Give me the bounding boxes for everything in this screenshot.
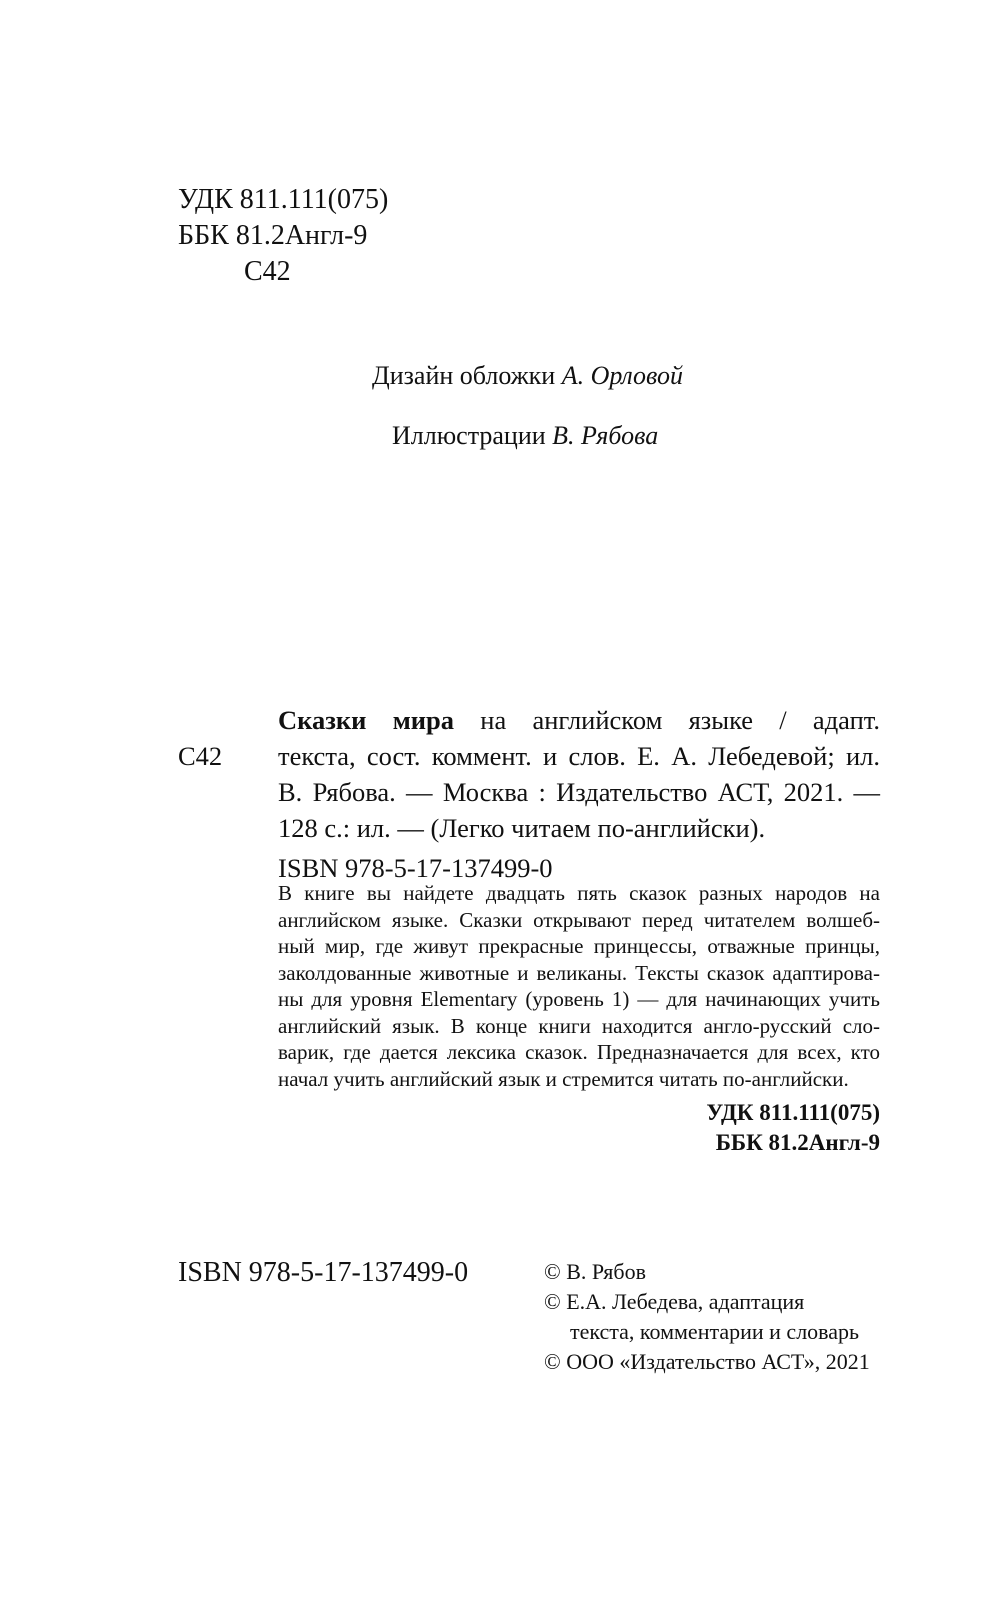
annotation-line: В книге вы найдете двадцать пять сказок разных народов на: [278, 881, 880, 905]
annotation-line: ны для уровня Elementary (уровень 1) — для начинающих учить: [278, 987, 880, 1011]
entry-line-1-rest: на английском языке / адапт.: [454, 705, 880, 735]
entry-line-1: [178, 702, 880, 738]
bbk-code: ББК 81.2Англ-9: [178, 220, 368, 251]
cover-design-label: Дизайн обложки: [372, 361, 556, 390]
illustrations-name: В. Рябова: [552, 421, 659, 450]
annotation: [278, 880, 880, 1092]
illustrations-label: Иллюстрации: [392, 421, 546, 450]
annotation-line: английский язык. В конце книги находится англо-русский сло-: [278, 1013, 880, 1038]
copyright-block: [544, 1257, 870, 1377]
entry-line-4: 128 с.: ил. — (Легко читаем по-английски).: [278, 813, 766, 843]
entry-line-3: В. Рябова. — Москва : Издательство АСТ, 2021. —: [278, 777, 880, 807]
author-sign: С42: [244, 256, 291, 287]
annotation-line: заколдованные животные и великаны. Тексты сказок адаптирова-: [278, 960, 880, 985]
udk-code: УДК 811.111(075): [178, 184, 389, 215]
entry-author-sign: С42: [178, 741, 223, 771]
cover-design-name: А. Орловой: [561, 361, 683, 390]
entry-isbn: ISBN 978-5-17-137499-0: [278, 853, 553, 883]
entry-line-2-text: текста, сост. коммент. и слов. Е. А. Лебедевой; ил.: [278, 741, 880, 771]
cover-design-credit: [372, 360, 683, 392]
bibliographic-entry: [178, 702, 880, 886]
illustrations-credit: [392, 420, 658, 452]
annotation-line: варик, где дается лексика сказок. Предназначается для всех, кто: [278, 1040, 880, 1064]
bottom-classification-codes: [706, 1098, 880, 1158]
copyright-adapter-cont: текста, комментарии и словарь: [570, 1319, 860, 1344]
copyright-illustrator: © В. Рябов: [544, 1259, 646, 1284]
annotation-line: ный мир, где живут прекрасные принцессы, отважные принцы,: [278, 934, 880, 958]
entry-line-2: [178, 738, 880, 774]
bottom-udk-code: УДК 811.111(075): [706, 1100, 880, 1125]
book-title: Сказки мира: [278, 705, 455, 735]
annotation-line: начал учить английский язык и стремится читать по-английски.: [278, 1066, 849, 1091]
copyright-publisher: © ООО «Издательство АСТ», 2021: [544, 1349, 870, 1374]
footer-isbn: ISBN 978-5-17-137499-0: [178, 1257, 469, 1288]
classification-codes: [178, 182, 388, 290]
bottom-bbk-code: ББК 81.2Англ-9: [715, 1130, 880, 1155]
annotation-line: английском языке. Сказки открывают перед читателем волшеб-: [278, 907, 880, 932]
copyright-adapter: © Е.А. Лебедева, адаптация: [544, 1289, 805, 1314]
